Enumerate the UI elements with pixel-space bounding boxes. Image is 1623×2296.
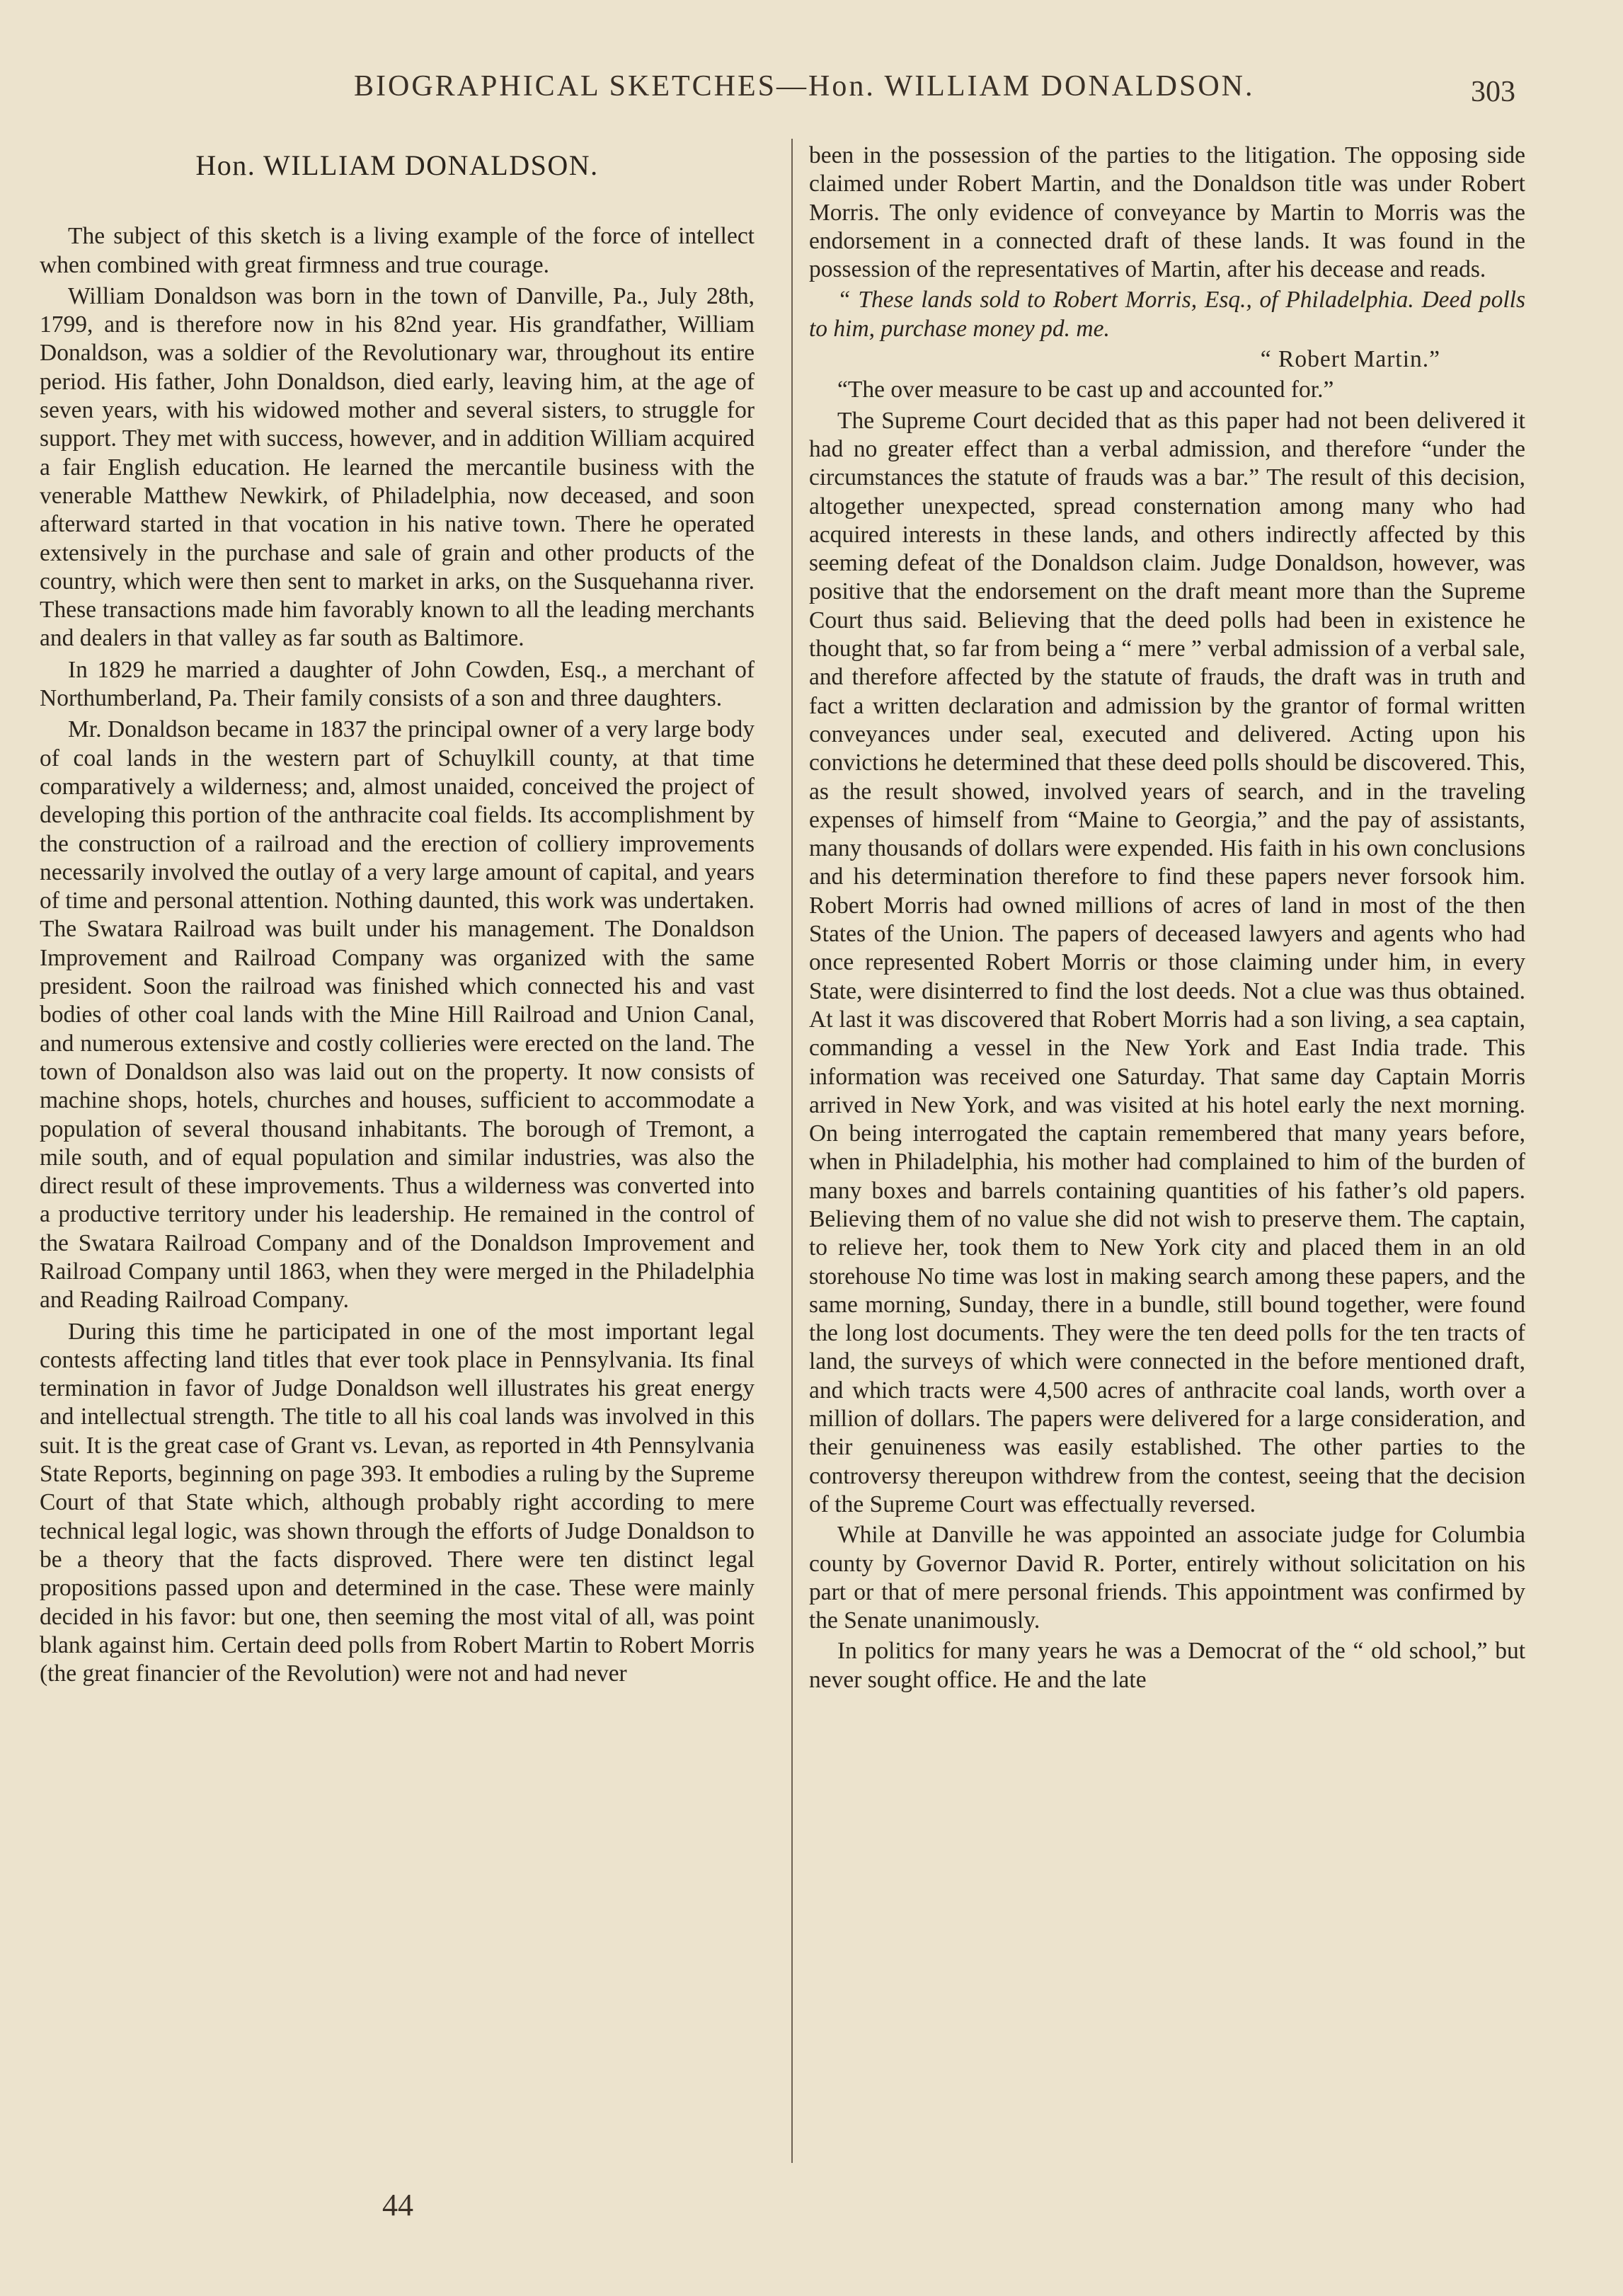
left-column bbox=[40, 142, 755, 1691]
paragraph-intro: The subject of this sketch is a living example of the force of intellect when combined with great firmness and true courage. bbox=[40, 223, 755, 278]
paragraph-coal-lands: Mr. Donaldson became in 1837 the principal owner of a very large body of coal lands in the western part of Schuylkill county, at that time comparatively a wilderness; and, almost unaided, conceived the project of developing this portion of the anthracite coal fields. Its accomplishment by the construction of a railroad and the erection of colliery improvements necessarily involved the outlay of a very large amount of capital, and years of time and personal attention. Nothing daunted, this work was undertaken. The Swatara Railroad was built under his management. The Donaldson Improvement and Railroad Company was organized with the same president. Soon the railroad was finished which connected his and vast bodies of other coal lands with the Mine Hill Railroad and Union Canal, and numerous extensive and costly collieries were erected on the land. The town of Donaldson also was laid out on the property. It now consists of machine shops, hotels, churches and houses, sufficient to accommodate a population of several thousand inhabitants. The borough of Tremont, a mile south, and of equal population and similar industries, was also the direct result of these improvements. Thus a wilderness was converted into a productive territory under his leadership. He remained in the control of the Swatara Railroad Company and of the Donaldson Improvement and Railroad Company until 1863, when they were merged in the Philadelphia and Reading Railroad Company. bbox=[40, 716, 755, 1314]
measure-line: “The over measure to be cast up and accounted for.” bbox=[837, 377, 1334, 403]
paragraph-supreme-court: The Supreme Court decided that as this paper had not been delivered it had no greater effect than a verbal admission, and therefore “under the circumstances the statute of frauds was a bar.” The result of this decision, altogether unexpected, spread consternation among many who had acquired interests in these lands, and others indirectly affected by this seeming defeat of the Donaldson claim. Judge Donaldson, however, was positive that the endorsement on the draft meant more than the Supreme Court thus said. Believing that the deed polls had been in existence he thought that, so far from being a “ mere ” verbal admission of a verbal sale, and therefore affected by the statute of frauds, the draft was in truth and fact a written declaration and admission by the grantor of formal written conveyances under seal, executed and delivered. Acting upon his convictions he determined that these deed polls should be discovered. This, as the result showed, involved years of search, and in the traveling expenses of himself from “Maine to Georgia,” and the pay of assistants, many thousands of dollars were expended. His faith in his own conclusions and his determination therefore to find these papers never forsook him. Robert Morris had owned millions of acres of land in most of the then States of the Union. The papers of deceased lawyers and agents who had once represented Robert Morris or those claiming under him, in every State, were disinterred to find the lost deeds. Not a clue was thus obtained. At last it was discovered that Robert Morris had a son living, a sea captain, commanding a vessel in the New York and East India trade. This information was received one Saturday. That same day Captain Morris arrived in New York, and was visited at his hotel early the next morning. On being interrogated the captain remembered that many years before, when in Philadelphia, his mother had complained to him of the burden of many boxes and barrels containing quantities of his father’s old papers. Believing them of no value she did not wish to preserve them. The captain, to relieve her, took them to New York city and placed them in an old storehouse No time was lost in making search among these papers, and the same morning, Sunday, there in a bundle, still bound together, were found the long lost documents. They were the ten deed polls for the ten tracts of land, the surveys of which were connected in the before mentioned draft, and which tracts were 4,500 acres of anthracite coal lands, worth over a million of dollars. The papers were delivered for a large consideration, and their genuineness was easily established. The other parties to the controversy thereupon withdrew from the contest, seeing that the decision of the Supreme Court was effectually reversed. bbox=[809, 407, 1525, 1517]
signature-mark: 44 bbox=[382, 2188, 413, 2222]
endorsement-signature bbox=[809, 345, 1525, 374]
paragraph-marriage: In 1829 he married a daughter of John Cowden, Esq., a merchant of Northumberland, Pa. Their family consists of a son and three daughters. bbox=[40, 656, 755, 712]
article-title: Hon. WILLIAM DONALDSON. bbox=[195, 149, 599, 181]
right-column bbox=[809, 142, 1525, 1697]
paragraph-politics: In politics for many years he was a Democrat of the “ old school,” but never sought office. He and the late bbox=[809, 1638, 1525, 1693]
paragraph-judge-appointment: While at Danville he was appointed an associate judge for Columbia county by Governor David R. Porter, entirely without solicitation on his part or that of mere personal friends. This appointment was confirmed by the Senate unanimously. bbox=[809, 1522, 1525, 1634]
signature-name: “ Robert Martin.” bbox=[1260, 346, 1440, 373]
paragraph-birth: William Donaldson was born in the town of Danville, Pa., July 28th, 1799, and is therefore now in his 82nd year. His grandfather, William Donaldson, was a soldier of the Revolutionary war, throughout its entire period. His father, John Donaldson, died early, leaving him, at the age of seven years, with his widowed mother and several sisters, to struggle for support. They met with success, however, and in addition William acquired a fair English education. He learned the mercantile business with the venerable Matthew Newkirk, of Philadelphia, now deceased, and soon afterward started in that vocation in his native town. There he operated extensively in the purchase and sale of grain and other products of the country, which were then sent to market in arks, on the Susquehanna river. These transactions made him favorably known to all the leading merchants and dealers in that valley as far south as Baltimore. bbox=[40, 282, 755, 652]
running-head: BIOGRAPHICAL SKETCHES—Hon. WILLIAM DONALDSON. bbox=[354, 70, 1255, 103]
endorsement-quote: “ These lands sold to Robert Morris, Esq., of Philadelphia. Deed polls to him, purchase money pd. me. bbox=[809, 287, 1525, 342]
page-number: 303 bbox=[1471, 76, 1515, 108]
paragraph-continuation: been in the possession of the parties to the litigation. The opposing side claimed under Robert Martin, and the Donaldson title was under Robert Morris. The only evidence of conveyance by Martin to Morris was the endorsement in a connected draft of these lands. It was found in the possession of the representatives of Martin, after his decease and reads. bbox=[809, 142, 1525, 283]
paragraph-legal-contest: During this time he participated in one of the most important legal contests affecting land titles that ever took place in Pennsylvania. Its final termination in favor of Judge Donaldson well illustrates his great energy and intellectual strength. The title to all his coal lands was involved in this suit. It is the great case of Grant vs. Levan, as reported in 4th Pennsylvania State Reports, beginning on page 393. It embodies a ruling by the Supreme Court of that State which, although probably right according to mere technical legal logic, was shown through the efforts of Judge Donaldson to be a theory that the facts disproved. There were ten distinct legal propositions passed upon and determined in the case. These were mainly decided in his favor: but one, then seeming the most vital of all, was point blank against him. Certain deed polls from Robert Martin to Robert Morris (the great financier of the Revolution) were not and had never bbox=[40, 1318, 755, 1687]
column-divider bbox=[791, 139, 793, 2163]
